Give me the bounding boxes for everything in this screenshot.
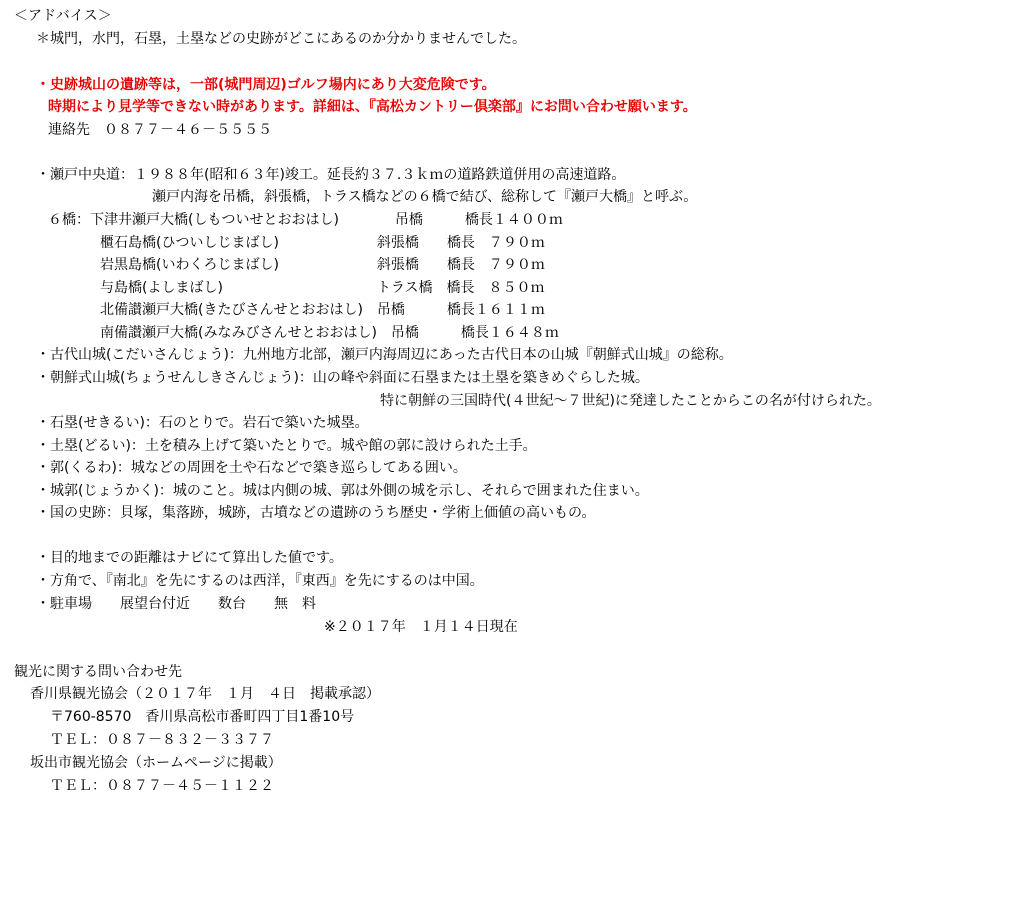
bridge-row: 櫃石島橋(ひついしじまばし) 斜張橋 橋長 ７９０ｍ	[100, 235, 545, 251]
note-item: ・目的地までの距離はナビにて算出した値です。	[36, 550, 343, 566]
glossary-item: ・古代山城(こだいさんじょう)：九州地方北部，瀬戸内海周辺にあった古代日本の山城『朝鮮式山城』の総称。	[36, 347, 733, 363]
warning-line-2: 時期により見学等できない時があります。詳細は、『高松カントリー倶楽部』にお問い合わせ願います。	[48, 99, 697, 115]
advice-note: ＊城門，水門，石塁，土塁などの史跡がどこにあるのか分かりませんでした。	[36, 31, 526, 47]
glossary-item: ・朝鮮式山城(ちょうせんしきさんじょう)：山の峰や斜面に石塁または土塁を築きめぐらした城。	[36, 370, 649, 386]
glossary-item: ・土塁(どるい)：土を積み上げて築いたとりで。城や館の郭に設けられた土手。	[36, 438, 537, 454]
sakaide-association: 坂出市観光協会（ホームページに掲載）	[30, 755, 282, 771]
bridge-row: 南備讃瀬戸大橋(みなみびさんせとおおはし) 吊橋 橋長１６４８ｍ	[100, 325, 559, 341]
glossary-item: ・石塁(せきるい)：石のとりで。岩石で築いた城塁。	[36, 415, 369, 431]
seto-chuo-line-2: 瀬戸内海を吊橋，斜張橋，トラス橋などの６橋で結び、総称して『瀬戸大橋』と呼ぶ。	[152, 189, 698, 205]
seto-chuo-line-1: ・瀬戸中央道：１９８８年(昭和６３年)竣工。延長約３７.３ｋｍの道路鉄道併用の高速道路。	[36, 167, 626, 183]
kagawa-address: 〒760-8570 香川県高松市番町四丁目1番10号	[50, 709, 355, 725]
glossary-item: ・城郭(じょうかく)：城のこと。城は内側の城、郭は外側の城を示し、それらで囲まれた住まい。	[36, 483, 649, 499]
tourism-inquiry-heading: 観光に関する問い合わせ先	[14, 664, 182, 680]
bridge-row: 与島橋(よしまばし) トラス橋 橋長 ８５０ｍ	[100, 280, 545, 296]
advice-heading: ＜アドバイス＞	[14, 8, 112, 24]
kagawa-phone: ＴＥＬ：０８７－８３２－３３７７	[50, 732, 274, 748]
warning-line-1: ・史跡城山の遺跡等は，一部(城門周辺)ゴルフ場内にあり大変危険です。	[36, 77, 496, 93]
glossary-item: ・国の史跡：貝塚，集落跡，城跡，古墳などの遺跡のうち歴史・学術上価値の高いもの。	[36, 505, 596, 521]
parking-info: ・駐車場 展望台付近 数台 無 料	[36, 596, 316, 612]
contact-phone: 連絡先 ０８７７－４６－５５５５	[48, 122, 272, 138]
bridge-row: 岩黒島橋(いわくろじまばし) 斜張橋 橋長 ７９０ｍ	[100, 257, 545, 273]
glossary-item-continued: 特に朝鮮の三国時代(４世紀～７世紀)に発達したことからこの名が付けられた。	[380, 393, 881, 409]
note-item: ・方角で、『南北』を先にするのは西洋，『東西』を先にするのは中国。	[36, 573, 484, 589]
bridge-row: 北備讃瀬戸大橋(きたびさんせとおおはし) 吊橋 橋長１６１１ｍ	[100, 302, 545, 318]
glossary-item: ・郭(くるわ)：城などの周囲を土や石などで築き巡らしてある囲い。	[36, 460, 467, 476]
sakaide-phone: ＴＥＬ：０８７７－４５－１１２２	[50, 778, 274, 794]
as-of-date: ※２０１７年 １月１４日現在	[324, 619, 518, 635]
bridge-row: ６橋：下津井瀬戸大橋(しもついせとおおはし) 吊橋 橋長１４００ｍ	[48, 212, 563, 228]
kagawa-association: 香川県観光協会（２０１７年 １月 ４日 掲載承認）	[30, 686, 380, 702]
